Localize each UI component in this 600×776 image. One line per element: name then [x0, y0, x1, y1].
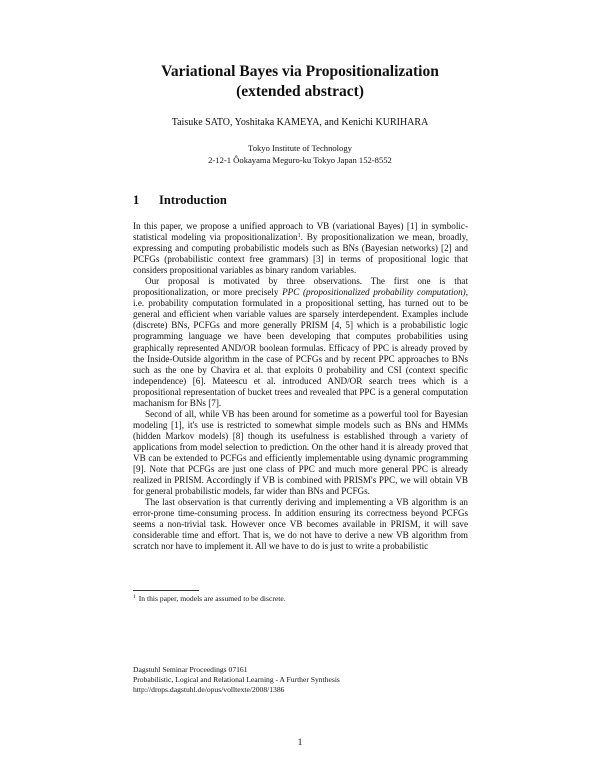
body-text: [133, 221, 468, 552]
footnote-text: In this paper, models are assumed to be discrete.: [138, 594, 286, 603]
paragraph-1-text-a: In this paper, we propose a unified approach to VB (variational Bayes) [1] in symbolic-statistical modeling via propositionalization: [133, 221, 468, 243]
paragraph-1-text-b: . By propositionalization we mean, broadly, expressing and computing probabilistic models such as BNs (Bayesian networks) [2] and PCFGs (probabilistic context free grammars) [3] in terms of propositional logic that considers propositional variables as binary random variables.: [133, 232, 468, 276]
paragraph-4: The last observation is that currently deriving and implementing a VB algorithm is an error-prone time-consuming process. In addition ensuring its correctness beyond PCFGs seems a non-trivial task. However once VB becomes available in PRISM, it will save considerable time and effort. That is, we do not have to derive a new VB algorithm from scratch nor have to implement it. All we have to do is just to write a probabilistic: [133, 497, 468, 552]
section-number: 1: [133, 193, 140, 207]
footnote-number: 1: [133, 594, 136, 600]
section-heading: [133, 193, 227, 208]
affiliation-institute: Tokyo Institute of Technology: [248, 143, 352, 153]
section-title: Introduction: [159, 193, 227, 207]
paragraph-1: [133, 221, 468, 276]
publication-seminar: Probabilistic, Logical and Relational Learning - A Further Synthesis: [133, 675, 340, 685]
affiliation: [0, 142, 600, 166]
publication-info: [133, 665, 340, 696]
author-list: Taisuke SATO, Yoshitaka KAMEYA, and Kenichi KURIHARA: [171, 117, 429, 128]
title-subtitle: (extended abstract): [236, 83, 364, 100]
publication-url[interactable]: http://drops.dagstuhl.de/opus/volltexte/2008/1386: [133, 685, 285, 695]
paragraph-2-emphasis: PPC (propositionalized probability computation): [282, 287, 466, 298]
paragraph-2-text-a: Our proposal is motivated by three observations. The first one is that propositionalization, or more precisely: [133, 276, 468, 298]
affiliation-address: 2-12-1 Ôokayama Meguro-ku Tokyo Japan 152-8552: [208, 155, 392, 165]
title-main: Variational Bayes via Propositionalization: [161, 63, 439, 80]
publication-proceedings: Dagstuhl Seminar Proceedings 07161: [133, 665, 248, 674]
paragraph-3: Second of all, while VB has been around for sometime as a powerful tool for Bayesian modeling [1], it's use is restricted to somewhat simple models such as BNs and HMMs (hidden Markov models) [8] though its usefulness is established through a variety of applications from model selection to prediction. On the other hand it is already proved that VB can be extended to PCFGs and efficiently implementable using dynamic programming [9]. Note that PCFGs are just one class of PPC and much more general PPC is already realized in PRISM. Accordingly if VB is combined with PRISM's PPC, we will obtain VB for general probabilistic models, far wider than BNs and PCFGs.: [133, 408, 468, 497]
footnote-divider: [133, 590, 199, 591]
footnote: [133, 594, 468, 603]
paragraph-2: [133, 276, 468, 409]
paper-title: [0, 62, 600, 102]
footnote-marker[interactable]: 1: [297, 233, 301, 240]
paragraph-2-text-b: , i.e. probability computation formulated in a propositional setting, has turned out to be general and efficient when variable values are sparsely interdependent. Examples include (discrete) BNs, PCFGs and more generally PRISM [4, 5] which is a probabilistic logic programming language we have been developing that computes probabilities using graphically represented AND/OR boolean formulas. Efficacy of PPC is already proved by the Inside-Outside algorithm in the case of PCFGs and by recent PPC approaches to BNs such as the one by Chavira et al. that exploits 0 probability and CSI (context specific independence) [6]. Mateescu et al. introduced AND/OR search trees which is a propositional representation of bucket trees and revealed that PPC is a general computation machanism for BNs [7].: [133, 287, 468, 408]
page-number: 1: [297, 738, 303, 748]
